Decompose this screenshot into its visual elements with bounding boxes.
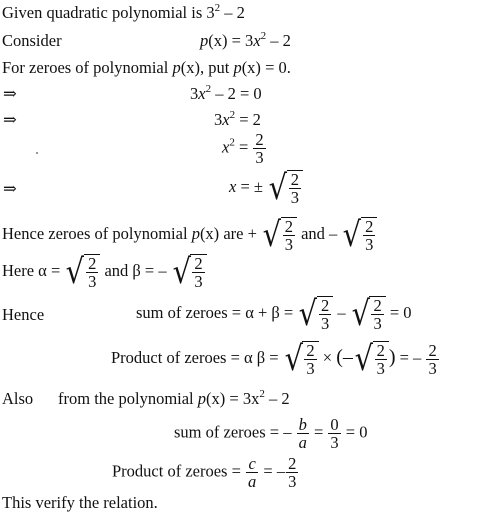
var-p: p [191, 224, 200, 244]
text: and β = – [100, 261, 171, 281]
text: – 2 [220, 3, 245, 22]
numerator: 2 [365, 217, 374, 236]
arg-x: (x) [180, 58, 200, 77]
text: Product of zeroes = α β = [111, 348, 283, 368]
exponent: 2 [260, 30, 267, 42]
numerator: 2 [255, 130, 264, 149]
numerator: 2 [284, 217, 293, 236]
line-consider-label [2, 33, 62, 50]
line-product-c-a [112, 455, 299, 491]
exponent: 2 [205, 83, 212, 95]
text: = 0 [341, 422, 368, 442]
denominator: 3 [321, 314, 330, 334]
var-x: x [229, 177, 237, 197]
numerator: 2 [428, 340, 437, 360]
text: This verify the relation. [2, 493, 158, 512]
sqrt: √ $\frac{2}{3}$ [297, 296, 333, 333]
line-eq4 [229, 170, 303, 207]
stray-dot [36, 152, 38, 154]
text: sum of zeroes = α + β = [136, 303, 298, 323]
text: = [309, 422, 328, 442]
text: = 3 [227, 31, 254, 50]
implies-arrow [3, 86, 17, 103]
text: are + [219, 224, 262, 244]
text: = – [259, 461, 286, 481]
sqrt: √ $\frac{2}{3}$ [283, 341, 319, 378]
var-p: p [200, 31, 209, 50]
text: Given quadratic polynomial is 3 [2, 3, 215, 22]
line-zeroes-of [2, 60, 291, 77]
also-label [2, 391, 33, 408]
paren: ) [388, 346, 396, 369]
text: – [333, 303, 350, 323]
label: Consider [2, 31, 62, 50]
numerator: 2 [290, 170, 299, 189]
numerator: 2 [88, 254, 97, 273]
denominator: 3 [255, 148, 264, 168]
fraction [426, 342, 438, 378]
line-consider-expr: $p(x) = 3x^2 - 2$ [200, 30, 291, 50]
text: = 0 [385, 303, 412, 323]
denominator: 3 [194, 272, 203, 292]
line-from-polynomial [58, 388, 290, 408]
exponent: 2 [214, 2, 221, 14]
numerator: 2 [321, 296, 330, 315]
fraction [253, 131, 265, 167]
label: Hence [2, 305, 45, 324]
numerator: 2 [376, 341, 385, 360]
text: 3 [214, 110, 223, 129]
arg-x: (x) [208, 31, 228, 50]
numerator: c [248, 454, 256, 473]
line-hence-zeroes [2, 217, 377, 254]
line-sum-alpha-beta [136, 296, 412, 333]
numerator: 2 [306, 341, 315, 360]
text: Product of zeroes = [112, 461, 246, 481]
text: – 2 [266, 31, 291, 50]
text: sum of zeroes = – [174, 422, 296, 442]
line-eq1 [190, 83, 262, 103]
var-p: p [172, 58, 181, 77]
line-given [2, 2, 245, 22]
sqrt: √ $\frac{2}{3}$ [353, 341, 389, 378]
denominator: 3 [290, 188, 299, 208]
text: – 2 [264, 389, 290, 408]
sqrt: √ $\frac{2}{3}$ [64, 254, 100, 291]
denominator: 3 [365, 235, 374, 255]
var-x: x [222, 137, 230, 157]
hence-label [2, 307, 44, 324]
text: = [234, 137, 253, 157]
text: For zeroes of polynomial [2, 58, 173, 77]
implies-arrow [3, 181, 17, 198]
text: and – [296, 224, 342, 244]
denominator: 3 [376, 359, 385, 379]
denominator: 3 [306, 359, 315, 379]
fraction [328, 416, 340, 452]
sqrt: √ $\frac{2}{3}$ [267, 170, 303, 207]
line-verify [2, 495, 158, 512]
var-x: x [198, 84, 206, 103]
line-eq2 [214, 109, 261, 129]
text: = ± [236, 177, 268, 197]
denominator: 3 [288, 472, 297, 492]
fraction [286, 455, 298, 491]
text: Hence zeroes of polynomial [2, 224, 192, 244]
numerator: b [298, 415, 307, 434]
denominator: 3 [284, 235, 293, 255]
denominator: 3 [428, 358, 437, 378]
denominator: 3 [330, 433, 339, 453]
line-here-alpha-beta [2, 254, 207, 291]
exponent: 2 [229, 109, 236, 121]
text: = 2 [235, 110, 261, 129]
arrow: ⇒ [3, 110, 17, 129]
fraction [297, 416, 309, 452]
paren: (– [336, 346, 353, 369]
numerator: 2 [373, 296, 382, 315]
var-p: p [197, 389, 207, 408]
denominator: a [248, 472, 257, 492]
sqrt: √ $\frac{2}{3}$ [171, 254, 207, 291]
numerator: 2 [194, 254, 203, 273]
line-sum-b-a [174, 416, 367, 452]
var-p: p [233, 58, 242, 77]
var-x: x [222, 110, 230, 129]
denominator: a [298, 433, 307, 453]
text: , put [199, 58, 234, 77]
fraction [246, 455, 258, 491]
numerator: 2 [288, 454, 297, 473]
arrow: ⇒ [3, 179, 17, 198]
text: = 3x [225, 389, 260, 408]
line-product-alpha-beta [111, 341, 440, 378]
denominator: 3 [88, 272, 97, 292]
text: from the polynomial [58, 389, 198, 408]
label: Also [2, 389, 34, 408]
sqrt: √ $\frac{2}{3}$ [261, 217, 297, 254]
arg-x: (x) [199, 224, 220, 244]
arg-x: (x) [241, 58, 261, 77]
text: = – [395, 348, 426, 368]
text: – 2 = 0 [211, 84, 262, 103]
arg-x: (x) [206, 389, 226, 408]
arrow: ⇒ [3, 84, 17, 103]
text: × [318, 348, 337, 368]
denominator: 3 [373, 314, 382, 334]
sqrt: √ $\frac{2}{3}$ [341, 217, 377, 254]
sqrt: √ $\frac{2}{3}$ [350, 296, 386, 333]
line-eq3 [222, 131, 267, 167]
text: Here α = [2, 261, 65, 281]
exponent: 2 [229, 136, 235, 149]
text: = 0. [260, 58, 291, 77]
implies-arrow [3, 112, 17, 129]
numerator: 0 [330, 415, 339, 434]
text: 3 [190, 84, 199, 103]
exponent: 2 [259, 388, 265, 400]
